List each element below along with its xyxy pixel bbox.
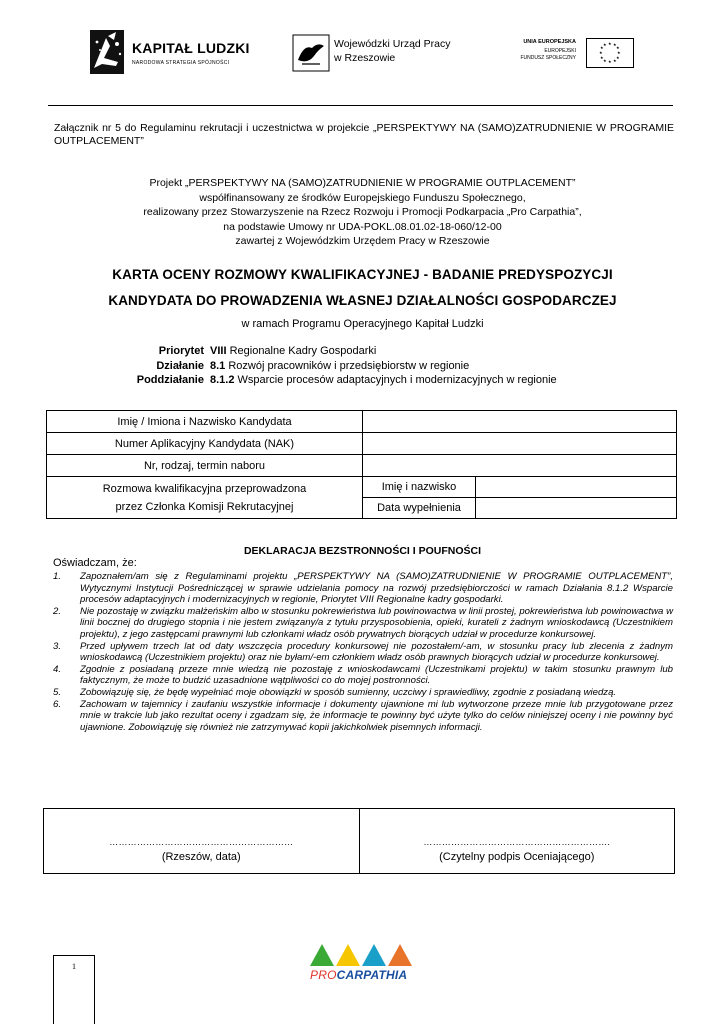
- eu-stars-icon: [587, 39, 633, 67]
- project-line4: na podstawie Umowy nr UDA-POKL.08.01.02-18-060/12-00: [223, 220, 502, 233]
- procarpathia-wordmark: [310, 968, 407, 982]
- recruitment-round-label: Nr, rodzaj, termin naboru: [47, 455, 363, 477]
- item-text: Nie pozostaję w związku małżeńskim albo w stosunku pokrewieństwa lub powinowactwa w linii prostej, pokrewieństwa lub powinowactwa w linii bocznej do drugiego stopnia i nie jestem związany/a z tytułu przysposobienia, opieki, kurateli z żadnym wnioskodawcą (Uczestnikiem projektu), z jego zastępcami prawnymi lub członkami władz osób prywatnych biorących udział w procedurze konkursowej.: [80, 605, 673, 640]
- wup-line1: Wojewódzki Urząd Pracy: [334, 38, 451, 50]
- recruitment-round-field[interactable]: [363, 455, 677, 477]
- signature-table: [43, 808, 675, 874]
- priority-label: Priorytet: [158, 345, 204, 357]
- header-divider: [48, 105, 673, 106]
- item-text: Zobowiązuję się, że będę wypełniać moje obowiązki w sposób sumienny, uczciwy i sprawiedliwy, zgodnie z posiadaną wiedzą.: [80, 686, 617, 698]
- eu-fund-line2: FUNDUSZ SPOŁECZNY: [520, 55, 576, 61]
- wup-name: [334, 37, 451, 65]
- program-name: w ramach Programu Operacyjnego Kapitał Ludzki: [241, 318, 484, 330]
- procarpathia-logo: [310, 944, 422, 984]
- procarpathia-carpathia: CARPATHIA: [336, 968, 408, 982]
- subaction-code: 8.1.2: [210, 374, 235, 386]
- declaration-item: [53, 606, 673, 641]
- action-label: Działanie: [156, 359, 204, 372]
- eu-title: UNIA EUROPEJSKA: [523, 39, 576, 45]
- candidate-name-label: Imię / Imiona i Nazwisko Kandydata: [47, 411, 363, 433]
- evaluator-signature-cell[interactable]: [359, 809, 675, 873]
- item-number: 5.: [53, 686, 62, 698]
- eu-fund: [496, 48, 576, 62]
- svg-text:★: ★: [608, 41, 612, 46]
- procarpathia-triangles-icon: [310, 944, 414, 966]
- declaration-item: [53, 664, 673, 687]
- document-title-line2: KANDYDATA DO PROWADZENIA WŁASNEJ DZIAŁALNOŚCI GOSPODARCZEJ: [108, 293, 617, 308]
- date-label: (Rzeszów, data): [161, 851, 241, 863]
- application-number-label: Numer Aplikacyjny Kandydata (NAK): [47, 433, 363, 455]
- annex-note: Załącznik nr 5 do Regulaminu rekrutacji i uczestnictwa w projekcie „PERSPEKTYWY NA (SAMO)ZATRUDNIENIE W PROGRAMIE OUTPLACEMENT”: [54, 122, 674, 147]
- priority-code: VIII: [210, 345, 227, 357]
- project-line2: współfinansowany ze środków Europejskiego Funduszu Społecznego,: [199, 191, 526, 204]
- interviewer-label-line1: Rozmowa kwalifikacyjna przeprowadzona: [102, 482, 307, 495]
- declaration-item: [53, 571, 673, 606]
- svg-text:★: ★: [600, 45, 604, 50]
- eu-flag-icon: [586, 38, 634, 68]
- date-signature-cell[interactable]: [44, 809, 359, 873]
- kapital-ludzki-title: KAPITAŁ LUDZKI: [132, 40, 250, 56]
- svg-text:★: ★: [613, 42, 617, 47]
- declaration-item: [53, 641, 673, 664]
- declaration-list: [53, 571, 673, 733]
- svg-text:★: ★: [608, 59, 612, 64]
- project-line1: Projekt „PERSPEKTYWY NA (SAMO)ZATRUDNIENIE W PROGRAMIE OUTPLACEMENT”: [149, 177, 576, 189]
- kapital-ludzki-subtitle: NARODOWA STRATEGIA SPÓJNOŚCI: [132, 60, 230, 66]
- item-number: 6.: [53, 698, 62, 710]
- signature-label: (Czytelny podpis Oceniającego): [439, 851, 595, 863]
- declaration-item: [53, 699, 673, 734]
- document-title-line1: KARTA OCENY ROZMOWY KWALIFIKACYJNEJ - BADANIE PREDYSPOZYCJI: [112, 267, 613, 282]
- project-line5: zawartej z Wojewódzkim Urzędem Pracy w Rzeszowie: [235, 235, 490, 247]
- fill-date-label: Data wypełnienia: [363, 498, 476, 519]
- item-number: 3.: [53, 640, 62, 652]
- declaration-intro: Oświadczam, że:: [53, 557, 137, 569]
- candidate-form-table: [46, 410, 677, 519]
- interviewer-label-line2: przez Członka Komisji Rekrutacyjnej: [115, 500, 294, 513]
- interviewer-name-field[interactable]: [476, 477, 677, 498]
- date-dots: ……………………………………………………: [109, 837, 294, 847]
- eu-logo: [516, 38, 638, 68]
- item-text: Przed upływem trzech lat od daty wszczęcia procedury konkursowej nie pozostałem/-am, w stosunku pracy lub zlecenia z żadnym wnioskodawcą (Uczestnikiem projektu) oraz nie byłam/-em członkiem władz osób prawnych biorących udział w procedurze konkursowej.: [80, 640, 673, 664]
- subaction-text: Wsparcie procesów adaptacyjnych i modernizacyjnych w regionie: [237, 374, 557, 386]
- project-line3: realizowany przez Stowarzyszenie na Rzecz Rozwoju i Promocji Podkarpacia „Pro Carpathia”,: [143, 206, 582, 218]
- application-number-field[interactable]: [363, 433, 677, 455]
- subaction-row: [118, 373, 557, 388]
- item-text: Zgodnie z posiadaną przeze mnie wiedzą nie pozostaję z wnioskodawcami (Uczestnikami projektu) w takim stosunku prawnym lub faktycznym, że może to budzić uzasadnione wątpliwości co do mojej postronności.: [80, 663, 673, 687]
- item-text: Zapoznałem/am się z Regulaminami projektu „PERSPEKTYWY NA (SAMO)ZATRUDNIENIE W PROGRAMIE OUTPLACEMENT”, Wytycznymi Instytucji Pośredniczącej w sprawie udzielania pomocy na rozwój przedsiębiorczości w ramach Działania 8.1.2 Wsparcie procesów adaptacyjnych i modernizacyjnych w regionie, Priorytet VIII Regionalne kadry gospodarki.: [80, 571, 673, 606]
- svg-text:★: ★: [603, 42, 607, 47]
- priority-row: [118, 344, 557, 359]
- page-number-box: [53, 955, 95, 1024]
- svg-text:★: ★: [603, 58, 607, 63]
- svg-text:★: ★: [600, 55, 604, 60]
- interviewer-name-label: Imię i nazwisko: [363, 477, 476, 498]
- declaration-item: [53, 687, 673, 699]
- project-info: [0, 176, 725, 249]
- wup-line2: w Rzeszowie: [334, 52, 396, 64]
- kapital-ludzki-logo: [86, 28, 256, 76]
- declaration-title: DEKLARACJA BEZSTRONNOŚCI I POUFNOŚCI: [243, 545, 482, 557]
- item-number: 2.: [53, 605, 62, 617]
- action-text: Rozwój pracowników i przedsiębiorstw w regionie: [228, 359, 470, 372]
- priority-block: [118, 344, 557, 388]
- wup-emblem-icon: [292, 34, 330, 72]
- subaction-label: Poddziałanie: [136, 374, 204, 386]
- priority-text: Regionalne Kadry Gospodarki: [229, 345, 377, 357]
- svg-text:★: ★: [617, 50, 621, 55]
- svg-text:★: ★: [599, 50, 603, 55]
- svg-text:★: ★: [616, 45, 620, 50]
- procarpathia-pro: PRO: [310, 968, 337, 982]
- interviewer-label: [47, 477, 363, 519]
- eu-fund-line1: EUROPEJSKI: [544, 48, 576, 54]
- page-number: 1: [72, 962, 76, 971]
- item-text: Zachowam w tajemnicy i zaufaniu wszystkie informacje i dokumenty ujawnione mi lub wytworzone przeze mnie lub przygotowane przez mnie w trakcie lub jako rezultat oceny i zgadzam się, że informacje te powinny być użyte tylko do celów niniejszej oceny i nie powinny być ujawnione. Zobowiązuję się również nie zatrzymywać kopii jakichkolwiek pisemnych informacji.: [80, 698, 673, 733]
- action-row: [118, 359, 557, 374]
- fill-date-field[interactable]: [476, 498, 677, 519]
- kapital-ludzki-emblem-icon: [86, 28, 128, 76]
- wup-logo: [292, 34, 492, 74]
- action-code: 8.1: [210, 359, 226, 372]
- signature-dots: …………………………………………………….: [423, 837, 611, 847]
- svg-text:★: ★: [616, 55, 620, 60]
- item-number: 1.: [53, 571, 62, 582]
- item-number: 4.: [53, 663, 62, 675]
- candidate-name-field[interactable]: [363, 411, 677, 433]
- svg-text:★: ★: [613, 58, 617, 63]
